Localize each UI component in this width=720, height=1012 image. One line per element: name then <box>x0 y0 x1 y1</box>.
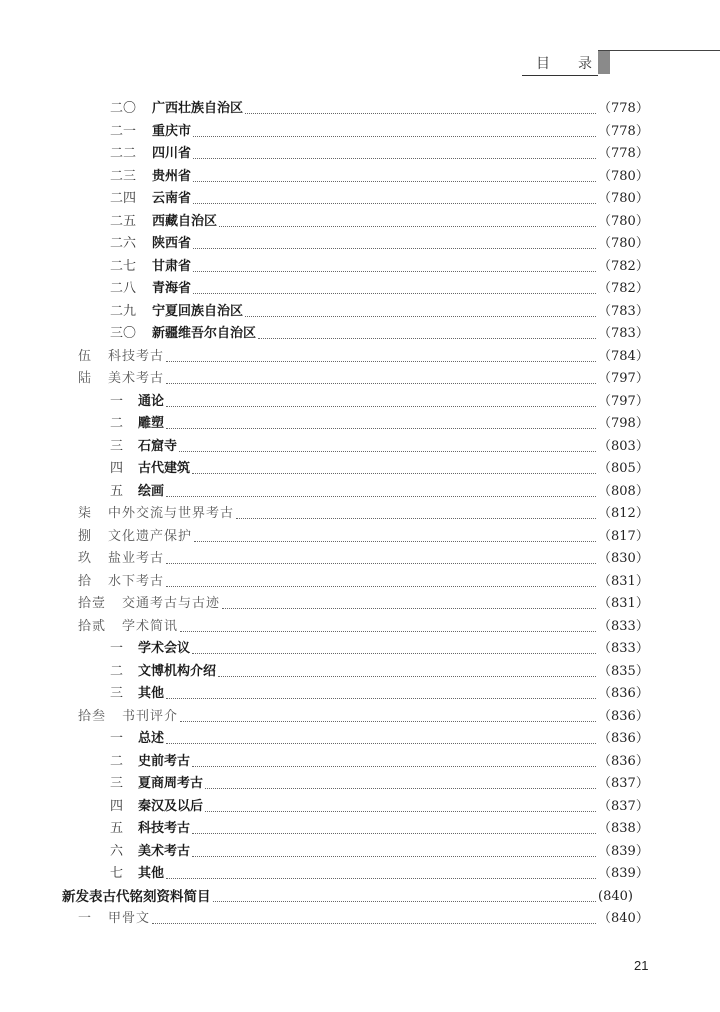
toc-entry-title: 美术考古 <box>138 843 191 859</box>
toc-entry-number: 陆 <box>78 371 93 386</box>
toc-entry-page: （778） <box>598 123 649 139</box>
toc-entry-page: （812） <box>598 506 649 521</box>
toc-entry[interactable] <box>0 301 720 323</box>
toc-entry-page: （831） <box>598 573 649 589</box>
toc-leader-dots <box>192 833 596 834</box>
toc-leader-dots <box>219 226 596 227</box>
toc-entry-title: 重庆市 <box>152 123 192 139</box>
toc-entry-title: 绘画 <box>138 483 165 499</box>
toc-entry[interactable] <box>0 593 720 615</box>
toc-entry[interactable] <box>0 143 720 165</box>
toc-entry-number: 二二 <box>110 146 137 161</box>
toc-entry-page: （783） <box>598 326 649 341</box>
toc-entry-number: 玖 <box>78 551 93 566</box>
toc-entry-number: 一 <box>110 393 124 409</box>
toc-entry-title: 盐业考古 <box>108 551 165 566</box>
toc-entry-number: 三〇 <box>110 326 137 341</box>
toc-entry-title: 文化遗产保护 <box>108 528 193 544</box>
toc-entry[interactable] <box>0 121 720 143</box>
toc-entry-title: 石窟寺 <box>138 438 178 454</box>
toc-entry-page: （780） <box>598 213 649 229</box>
toc-leader-dots <box>179 451 596 452</box>
toc-entry[interactable] <box>0 98 720 120</box>
toc-entry-number: 二五 <box>110 213 137 229</box>
toc-entry-title: 甘肃省 <box>152 258 192 274</box>
toc-entry-number: 二一 <box>110 123 137 139</box>
toc-entry-number: 六 <box>110 843 124 859</box>
toc-leader-dots <box>193 158 596 159</box>
toc-entry-page: （783） <box>598 303 649 319</box>
toc-leader-dots <box>166 698 596 699</box>
toc-entry[interactable] <box>0 886 720 908</box>
toc-entry[interactable] <box>0 706 720 728</box>
toc-entry-page: （836） <box>598 731 649 746</box>
toc-entry-title: 美术考古 <box>108 371 165 386</box>
toc-entry-title: 新发表古代铭刻资料简目 <box>62 888 211 905</box>
toc-entry-number: 二八 <box>110 281 137 296</box>
toc-entry-page: （836） <box>598 686 649 701</box>
toc-entry[interactable] <box>0 278 720 300</box>
toc-entry[interactable] <box>0 796 720 818</box>
toc-entry-page: （780） <box>598 236 649 251</box>
toc-leader-dots <box>152 923 596 924</box>
toc-entry-number: 捌 <box>78 528 93 544</box>
toc-entry-page: （803） <box>598 438 649 454</box>
toc-entry-page: （780） <box>598 168 649 184</box>
toc-entry-number: 五 <box>110 821 124 836</box>
toc-entry-page: （837） <box>598 776 649 791</box>
toc-entry-page: （836） <box>598 708 649 724</box>
toc-leader-dots <box>194 541 596 542</box>
toc-leader-dots <box>166 428 596 429</box>
toc-entry-number: 三 <box>110 438 124 454</box>
toc-entry-page: （833） <box>598 641 649 656</box>
toc-entry-title: 学术简讯 <box>122 618 179 634</box>
toc-entry-page: （839） <box>598 866 649 881</box>
toc-entry[interactable] <box>0 728 720 750</box>
toc-leader-dots <box>192 766 596 767</box>
toc-entry-page: （836） <box>598 753 649 769</box>
toc-entry-title: 中外交流与世界考古 <box>108 506 235 521</box>
toc-entry-number: 二 <box>110 663 124 679</box>
toc-entry-title: 总述 <box>138 731 165 746</box>
toc-entry-number: 三 <box>110 776 124 791</box>
toc-entry[interactable] <box>0 368 720 390</box>
toc-leader-dots <box>236 518 596 519</box>
toc-entry-number: 拾叁 <box>78 708 107 724</box>
toc-entry-title: 水下考古 <box>108 573 165 589</box>
toc-entry-number: 四 <box>110 461 124 476</box>
toc-entry-title: 其他 <box>138 686 165 701</box>
toc-leader-dots <box>193 271 596 272</box>
toc-leader-dots <box>193 136 596 137</box>
toc-entry-number: 三 <box>110 686 124 701</box>
toc-leader-dots <box>222 608 596 609</box>
toc-entry-page: （778） <box>598 101 649 116</box>
toc-leader-dots <box>180 721 596 722</box>
toc-entry-number: 柒 <box>78 506 93 521</box>
toc-entry-number: 二七 <box>110 258 137 274</box>
toc-entry[interactable] <box>0 503 720 525</box>
toc-entry[interactable] <box>0 638 720 660</box>
running-header <box>522 51 598 75</box>
toc-leader-dots <box>192 473 596 474</box>
toc-entry[interactable] <box>0 211 720 233</box>
toc-entry[interactable] <box>0 818 720 840</box>
toc-entry[interactable] <box>0 256 720 278</box>
toc-leader-dots <box>166 743 596 744</box>
toc-entry-page: （839） <box>598 843 649 859</box>
toc-leader-dots <box>193 203 596 204</box>
toc-entry-page: （797） <box>598 393 649 409</box>
toc-entry[interactable] <box>0 458 720 480</box>
toc-entry-number: 四 <box>110 798 124 814</box>
toc-entry-title: 青海省 <box>152 281 192 296</box>
toc-entry-number: 二四 <box>110 191 137 206</box>
toc-entry-number: 二〇 <box>110 101 137 116</box>
toc-entry-page: （784） <box>598 348 649 364</box>
toc-entry[interactable] <box>0 863 720 885</box>
toc-entry[interactable] <box>0 773 720 795</box>
toc-entry-number: 五 <box>110 483 124 499</box>
toc-entry-page: （837） <box>598 798 649 814</box>
toc-leader-dots <box>166 586 596 587</box>
toc-entry-title: 书刊评介 <box>122 708 179 724</box>
toc-entry-title: 科技考古 <box>108 348 165 364</box>
toc-entry-title: 西藏自治区 <box>152 213 218 229</box>
toc-entry[interactable] <box>0 661 720 683</box>
toc-leader-dots <box>213 901 596 902</box>
toc-entry-page: （831） <box>598 596 649 611</box>
toc-leader-dots <box>166 406 596 407</box>
toc-entry-number: 伍 <box>78 348 93 364</box>
toc-entry-title: 学术会议 <box>138 641 191 656</box>
toc-leader-dots <box>205 788 596 789</box>
toc-entry-title: 雕塑 <box>138 416 165 431</box>
toc-entry[interactable] <box>0 233 720 255</box>
toc-entry[interactable] <box>0 166 720 188</box>
toc-entry-title: 交通考古与古迹 <box>122 596 221 611</box>
toc-entry-page: （840） <box>598 911 649 926</box>
toc-entry-page: （830） <box>598 551 649 566</box>
toc-entry-number: 二三 <box>110 168 137 184</box>
toc-entry-title: 新疆维吾尔自治区 <box>152 326 257 341</box>
toc-leader-dots <box>245 316 596 317</box>
toc-entry-page: （778） <box>598 146 649 161</box>
header-underline <box>522 75 598 76</box>
toc-entry-page: （835） <box>598 663 649 679</box>
toc-entry[interactable] <box>0 481 720 503</box>
toc-entry[interactable] <box>0 616 720 638</box>
toc-entry-title: 贵州省 <box>152 168 192 184</box>
toc-entry-title: 四川省 <box>152 146 192 161</box>
toc-entry-title: 科技考古 <box>138 821 191 836</box>
toc-entry-title: 宁夏回族自治区 <box>152 303 244 319</box>
toc-entry-number: 七 <box>110 866 124 881</box>
toc-entry-page: （817） <box>598 528 649 544</box>
toc-leader-dots <box>218 676 596 677</box>
toc-entry-number: 拾壹 <box>78 596 107 611</box>
header-gray-block <box>598 50 610 74</box>
toc-leader-dots <box>166 361 596 362</box>
toc-entry-page: (840) <box>598 888 633 904</box>
toc-entry-number: 拾 <box>78 573 93 589</box>
toc-leader-dots <box>205 811 596 812</box>
toc-entry-number: 一 <box>110 641 124 656</box>
toc-entry-title: 古代建筑 <box>138 461 191 476</box>
toc-entry-page: （798） <box>598 416 649 431</box>
toc-entry-title: 陕西省 <box>152 236 192 251</box>
toc-leader-dots <box>166 878 596 879</box>
toc-entry-page: （782） <box>598 258 649 274</box>
toc-entry-page: （782） <box>598 281 649 296</box>
toc-leader-dots <box>193 181 596 182</box>
toc-entry-number: 二六 <box>110 236 137 251</box>
toc-entry-title: 文博机构介绍 <box>138 663 217 679</box>
toc-entry[interactable] <box>0 391 720 413</box>
toc-leader-dots <box>193 248 596 249</box>
toc-entry-page: （780） <box>598 191 649 206</box>
toc-entry[interactable] <box>0 908 720 930</box>
toc-entry-title: 甲骨文 <box>108 911 151 926</box>
toc-entry-title: 云南省 <box>152 191 192 206</box>
toc-entry[interactable] <box>0 683 720 705</box>
toc-leader-dots <box>245 113 596 114</box>
toc-leader-dots <box>166 496 596 497</box>
toc-leader-dots <box>192 653 596 654</box>
toc-leader-dots <box>166 563 596 564</box>
toc-entry-title: 秦汉及以后 <box>138 798 204 814</box>
toc-entry-title: 夏商周考古 <box>138 776 204 791</box>
toc-entry-page: （833） <box>598 618 649 634</box>
page-number: 21 <box>634 958 649 973</box>
toc-entry[interactable] <box>0 346 720 368</box>
header-title-right: 录 <box>578 56 592 72</box>
toc-entry-number: 一 <box>78 911 93 926</box>
toc-leader-dots <box>166 383 596 384</box>
toc-entry[interactable] <box>0 841 720 863</box>
toc-entry[interactable] <box>0 571 720 593</box>
toc-entry-title: 通论 <box>138 393 165 409</box>
toc-entry-page: （797） <box>598 371 649 386</box>
toc-entry[interactable] <box>0 188 720 210</box>
toc-entry-title: 史前考古 <box>138 753 191 769</box>
toc-entry-number: 一 <box>110 731 124 746</box>
toc-entry[interactable] <box>0 436 720 458</box>
toc-entry-title: 其他 <box>138 866 165 881</box>
toc-entry-page: （838） <box>598 821 649 836</box>
toc-entry-number: 拾贰 <box>78 618 107 634</box>
toc-entry-number: 二九 <box>110 303 137 319</box>
toc-entry-number: 二 <box>110 416 124 431</box>
toc-leader-dots <box>258 338 596 339</box>
toc-entry-title: 广西壮族自治区 <box>152 101 244 116</box>
toc-leader-dots <box>180 631 596 632</box>
toc-entry[interactable] <box>0 526 720 548</box>
toc-entry[interactable] <box>0 751 720 773</box>
toc-leader-dots <box>193 293 596 294</box>
toc-entry-page: （808） <box>598 483 649 499</box>
header-top-rule <box>598 50 720 51</box>
toc-entry[interactable] <box>0 548 720 570</box>
toc-entry[interactable] <box>0 323 720 345</box>
toc-entry-number: 二 <box>110 753 124 769</box>
toc-leader-dots <box>192 856 596 857</box>
toc-entry[interactable] <box>0 413 720 435</box>
header-title-left: 目 <box>536 56 550 72</box>
toc-entry-page: （805） <box>598 461 649 476</box>
